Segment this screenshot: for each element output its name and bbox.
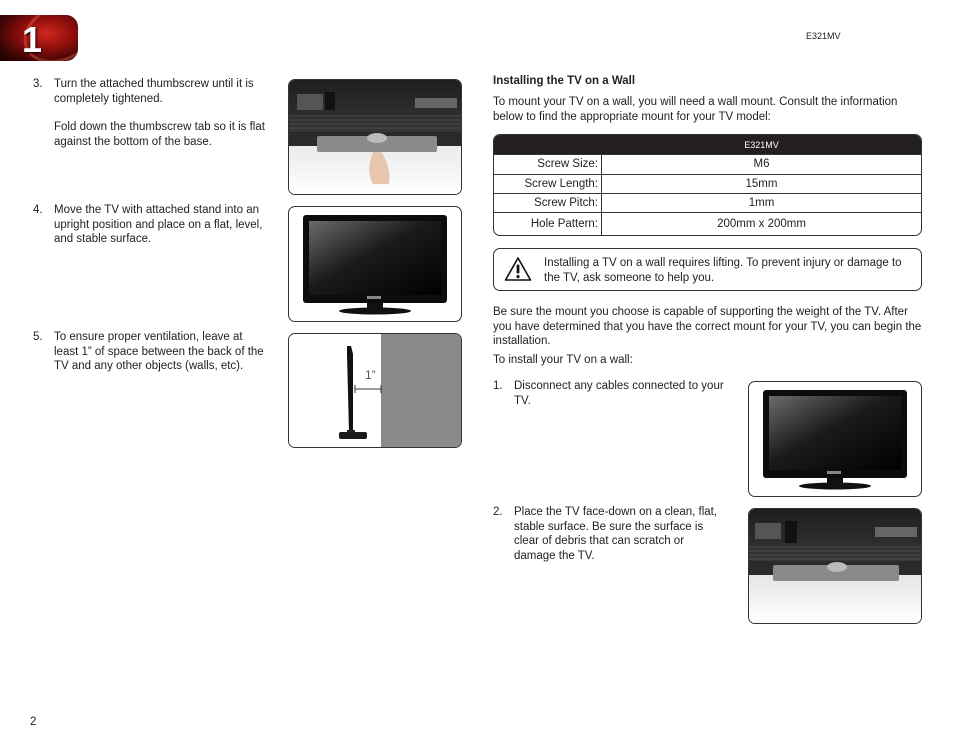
- section-title: Installing the TV on a Wall: [493, 75, 636, 87]
- disconnect-tv-photo: [748, 381, 922, 497]
- step-3: [33, 77, 268, 157]
- row-value: 200mm x 200mm: [717, 218, 806, 230]
- warning-text: Installing a TV on a wall requires lifting. To prevent injury or damage to the TV, ask someone to help you.: [544, 257, 902, 284]
- warning-box: [493, 248, 922, 291]
- warning-icon: [504, 256, 532, 282]
- step-number: 4.: [33, 204, 43, 216]
- chapter-badge: [0, 15, 78, 61]
- step-number: 1.: [493, 380, 503, 392]
- page-number: 2: [30, 716, 37, 728]
- step-number: 3.: [33, 78, 43, 90]
- model-code: E321MV: [806, 31, 841, 41]
- step-text: Turn the attached thumbscrew until it is completely tightened.: [54, 78, 254, 105]
- table-row: [494, 193, 921, 213]
- row-label: Screw Length:: [524, 178, 598, 190]
- intro-paragraph: To mount your TV on a wall, you will need a wall mount. Consult the information below to find the appropriate mount for your TV model:: [493, 96, 898, 123]
- step-text: Disconnect any cables connected to your TV.: [514, 380, 724, 407]
- row-value: 15mm: [745, 178, 778, 190]
- step-text: Move the TV with attached stand into an upright position and place on a flat, level, and stable surface.: [54, 204, 263, 245]
- step-number: 2.: [493, 506, 503, 518]
- tv-upright-photo: [288, 206, 462, 322]
- step-5: [33, 330, 268, 390]
- table-header-model: E321MV: [744, 140, 779, 150]
- table-header: [494, 135, 921, 154]
- wall-step-2: [493, 505, 728, 575]
- step-text: Place the TV face-down on a clean, flat, stable surface. Be sure the surface is clear of debris that can scratch or damage the TV.: [514, 506, 718, 562]
- step-subtext: Fold down the thumbscrew tab so it is flat against the bottom of the base.: [54, 121, 265, 148]
- row-label: Screw Size:: [537, 158, 598, 170]
- row-label: Screw Pitch:: [534, 197, 598, 209]
- clearance-label: 1”: [365, 368, 376, 382]
- table-row: [494, 212, 921, 235]
- wall-step-1: [493, 379, 728, 419]
- step-number: 5.: [33, 331, 43, 343]
- tv-facedown-photo: [748, 508, 922, 624]
- row-label: Hole Pattern:: [530, 218, 598, 230]
- step-text: To ensure proper ventilation, leave at least 1” of space between the back of the TV and any other objects (walls, etc).: [54, 331, 264, 372]
- thumbscrew-photo: [288, 79, 462, 195]
- ventilation-photo: [288, 333, 462, 448]
- mount-paragraph: Be sure the mount you choose is capable of supporting the weight of the TV. After you have determined that you have the correct mount for your TV, you can begin the installation.: [493, 306, 922, 347]
- table-row: [494, 154, 921, 174]
- install-intro: To install your TV on a wall:: [493, 354, 633, 366]
- step-4: [33, 203, 268, 253]
- table-row: [494, 174, 921, 194]
- row-value: 1mm: [748, 197, 775, 209]
- mount-spec-table: [493, 134, 922, 236]
- row-value: M6: [753, 158, 770, 170]
- chapter-number: 1: [22, 19, 43, 60]
